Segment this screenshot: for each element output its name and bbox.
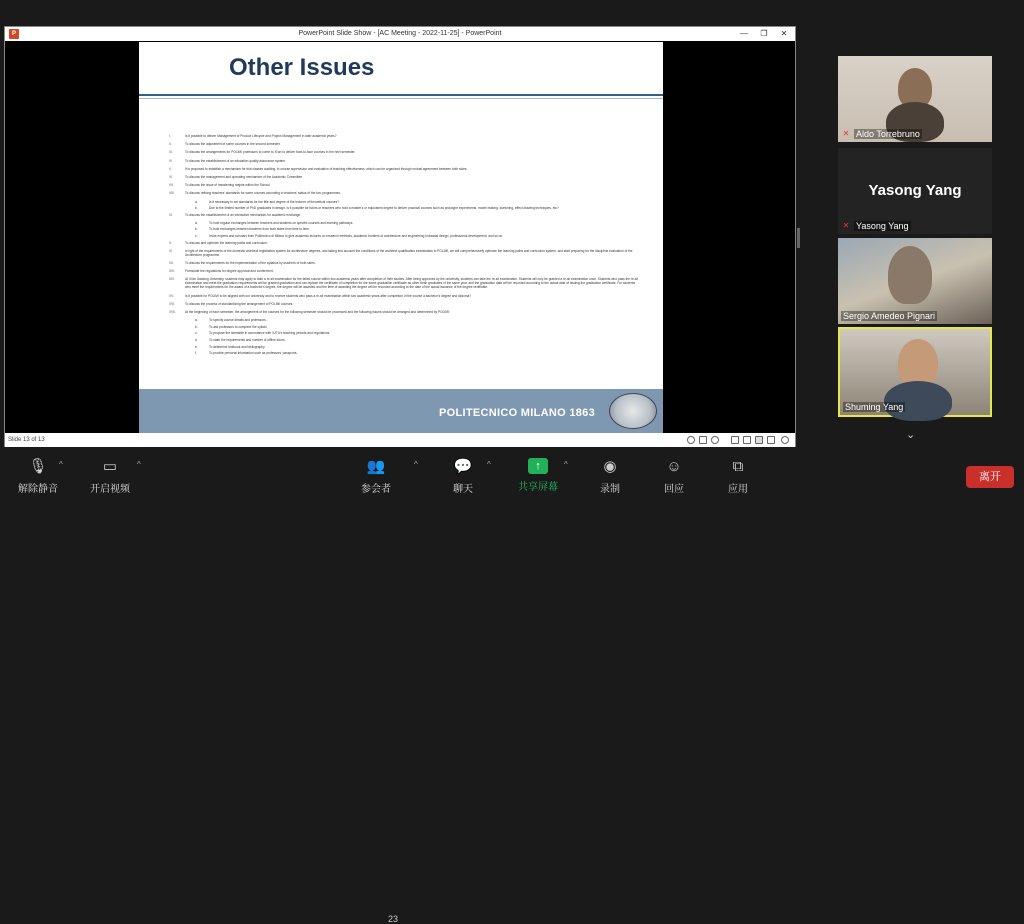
- list-item-text: Is it necessary to set standards for the title and degree of the lecturer of theoretical courses?: [209, 199, 340, 204]
- list-item-text: It is proposed to establish a mechanism for trial classes auditing, in-course supervision and evaluation of teaching effectiveness, which can be organized through mutual agreement between both sides.: [185, 166, 468, 171]
- participant-tile[interactable]: [838, 148, 992, 234]
- list-item-number: c.: [195, 331, 198, 336]
- list-item-number: f.: [195, 351, 197, 356]
- participant-video: [888, 246, 932, 304]
- list-item-number: XV.: [169, 293, 174, 298]
- sub-list-item: [169, 331, 639, 335]
- sub-list-item: [169, 221, 639, 225]
- share-options-caret[interactable]: ^: [564, 460, 568, 469]
- list-item-text: To discuss the adjustment of some courses in the second semester.: [185, 142, 281, 147]
- list-item-number: e.: [195, 344, 198, 349]
- sub-list-item: [169, 206, 639, 210]
- participants-button[interactable]: 👥 参会者: [346, 458, 406, 495]
- mic-muted-icon: ✕: [842, 129, 850, 138]
- list-item-number: X.: [169, 240, 173, 245]
- list-item: [169, 159, 639, 163]
- list-item-text: To determine textbook and bibliography.: [209, 344, 266, 349]
- slide: [139, 42, 663, 433]
- list-item-text: At Xi'an Jiaotong University, students may apply to take a re-sit examination for the failed course within two academic years after completion of their studies. After being approved by the university, students can take the re-sit examination. Students will only be granted a re-sit examination once. Students who pass the re-sit examination and meet the graduation requirements will be granted graduation and can replace the certificate of completion for the same graduation certificate as other fresh graduates of the same year, and the graduation date will be recorded according to the actual date of issuing the graduation certificate. For students who meet the requirements for the award of a bachelor's degree, the degree will be awarded and the time of awarding the degree will be recorded according to the date of the actual issuance of the degree certificate.: [185, 277, 638, 290]
- title-divider: [139, 94, 663, 96]
- list-item-number: IV.: [169, 158, 173, 163]
- next-slide-icon[interactable]: [711, 436, 719, 444]
- list-item-number: a.: [195, 199, 198, 204]
- issues-list: [169, 134, 639, 358]
- meeting-toolbar: [0, 452, 1024, 924]
- list-item: [169, 241, 639, 245]
- minimize-icon[interactable]: —: [740, 29, 748, 38]
- list-item-number: V.: [169, 166, 172, 171]
- chat-button[interactable]: 💬 聊天: [433, 458, 493, 495]
- share-screen-button[interactable]: ↑ 共享屏幕: [518, 460, 558, 493]
- list-item-number: XI.: [169, 248, 173, 253]
- mic-muted-icon: 🎙: [28, 458, 48, 475]
- list-item-number: VIII.: [169, 191, 175, 196]
- list-item-number: I.: [169, 134, 171, 138]
- list-item-text: To discuss the issue of transferring majors within the School.: [185, 183, 271, 188]
- record-button[interactable]: ◉ 录制: [580, 458, 640, 495]
- university-seal-icon: [609, 393, 657, 429]
- list-item-number: II.: [169, 142, 172, 147]
- apps-button[interactable]: ⧉ 应用: [708, 458, 768, 495]
- sub-list-item: [169, 227, 639, 231]
- list-item-number: IX.: [169, 212, 173, 217]
- list-item: [169, 167, 639, 171]
- zoom-icon[interactable]: [781, 436, 789, 444]
- slide-footer: [139, 389, 663, 433]
- participant-tile[interactable]: [838, 56, 992, 142]
- list-item-number: a.: [195, 220, 198, 225]
- sub-list-item: [169, 351, 639, 355]
- participant-display-name: Yasong Yang: [868, 182, 962, 199]
- reactions-icon: ☺: [666, 458, 682, 475]
- sub-list-item: [169, 338, 639, 342]
- list-item-text: To provide personal information such as professors' passports.: [209, 351, 298, 356]
- ppt-window-title: PowerPoint Slide Show - [AC Meeting - 2022-11-25] - PowerPoint: [298, 30, 502, 37]
- list-item-text: To discuss the management and operating mechanism of the Academic Committee.: [185, 174, 303, 179]
- list-item-number: b.: [195, 206, 198, 211]
- list-item-number: XIII.: [169, 269, 175, 274]
- list-item: [169, 191, 639, 195]
- list-item: [169, 134, 639, 138]
- list-item-text: To discuss and optimize the learning paths and curriculum.: [185, 240, 268, 245]
- record-icon: ◉: [603, 458, 617, 475]
- list-item-text: To ask professors to complete the syllabi.: [209, 324, 268, 329]
- leave-button[interactable]: 离开: [966, 466, 1014, 488]
- slide-sorter-icon[interactable]: [743, 436, 751, 444]
- reading-view-icon[interactable]: [755, 436, 763, 444]
- list-item: [169, 261, 639, 265]
- list-item: [169, 277, 639, 289]
- list-item: [169, 294, 639, 298]
- video-options-caret[interactable]: ^: [137, 460, 141, 469]
- reactions-button[interactable]: ☺ 回应: [644, 458, 704, 495]
- footer-brand: POLITECNICO MILANO 1863: [438, 407, 595, 419]
- list-item-text: To discuss the arrangements for POLIMI professors to come to Xi'an to deliver face-to-face courses in the next semester.: [185, 150, 356, 155]
- list-item-number: XVI.: [169, 301, 176, 306]
- list-item-number: b.: [195, 227, 198, 232]
- start-video-button[interactable]: ▭ 开启视频: [80, 458, 140, 495]
- list-item: [169, 302, 639, 306]
- list-item-text: To discuss the requirements for the implementation of the syllabus by teachers of both sides.: [185, 261, 316, 266]
- list-item-text: To specify course details and professors.: [209, 318, 267, 323]
- audio-options-caret[interactable]: ^: [59, 460, 63, 469]
- list-item: [169, 213, 639, 217]
- list-item-number: III.: [169, 150, 173, 155]
- prev-slide-icon[interactable]: [687, 436, 695, 444]
- participant-body: [884, 381, 952, 421]
- participant-name: Shuming Yang: [845, 402, 904, 412]
- unmute-button[interactable]: 🎙 解除静音: [8, 458, 68, 495]
- list-item-text: To hold exchanges between teachers from both sides from time to time.: [209, 227, 310, 232]
- slide-counter: Slide 13 of 13: [8, 437, 45, 443]
- participant-tile[interactable]: [838, 238, 992, 324]
- list-item-text: Formulate the regulations for degree approval and conferment.: [185, 269, 274, 274]
- title-divider-thin: [139, 98, 663, 99]
- chevron-down-icon[interactable]: ⌄: [906, 429, 916, 441]
- participants-options-caret[interactable]: ^: [414, 460, 418, 469]
- participants-icon: 👥: [366, 458, 386, 475]
- normal-view-icon[interactable]: [731, 436, 739, 444]
- sub-list-item: [169, 318, 639, 322]
- list-item: [169, 150, 639, 154]
- ppt-titlebar: [5, 27, 795, 41]
- powerpoint-window: [4, 26, 796, 447]
- close-icon[interactable]: ✕: [780, 29, 788, 38]
- list-item-number: a.: [195, 318, 198, 323]
- participants-count: 23: [388, 914, 399, 924]
- chat-options-caret[interactable]: ^: [487, 460, 491, 469]
- chat-icon: 💬: [453, 458, 473, 475]
- list-item-number: c.: [195, 234, 198, 239]
- panel-resize-handle[interactable]: [797, 228, 800, 248]
- list-item-text: In light of the requirements of the domestic architect registration system for architecture degrees, and taking into account the conditions of the architect qualification examination in POLIMI, we will comprehensively optimize the learning paths and curriculum system, and start preparing for the discipline evaluation of the Architecture programme.: [185, 248, 633, 257]
- mic-muted-icon: ✕: [842, 221, 850, 230]
- restore-icon[interactable]: ❐: [760, 29, 768, 38]
- list-item-text: To discuss refining teachers' standards for some courses according to teachers' status of the two programmes.: [185, 191, 341, 196]
- list-item-number: d.: [195, 337, 198, 342]
- participant-video: [898, 339, 938, 387]
- ppt-statusbar: [5, 433, 795, 447]
- list-item-number: b.: [195, 324, 198, 329]
- list-item-number: XII.: [169, 261, 174, 266]
- sub-list-item: [169, 325, 639, 329]
- participant-name: Sergio Amedeo Pignari: [843, 311, 936, 321]
- list-item-text: Is it possible to deliver Management of Product Lifecycle and Project Management in later academic years?: [185, 134, 337, 138]
- sub-list-item: [169, 200, 639, 204]
- list-item: [169, 175, 639, 179]
- list-item: [169, 142, 639, 146]
- list-item-text: Is it possible for POLIMI to be aligned with our university and to receive students who pass a re-sit examination within two academic years after completion of the course a bachelor's degree and diploma?: [185, 293, 472, 298]
- list-item-text: To state the requirements and number of offline tutors.: [209, 337, 286, 342]
- list-item-number: XIV.: [169, 277, 175, 282]
- list-item-text: To discuss the process of standardizing the arrangement of POLIMI courses.: [185, 301, 294, 306]
- participant-name: Aldo Torrebruno: [856, 129, 920, 139]
- participant-tile-active-speaker[interactable]: [838, 327, 992, 417]
- list-item-text: Invite experts and scholars from Politecnico di Milano to give academic lectures on research methods, academic frontiers of architecture and engineering industrial design, professional development, and so on.: [209, 234, 504, 239]
- list-item-number: XVII.: [169, 309, 176, 314]
- menu-icon[interactable]: [699, 436, 707, 444]
- list-item-text: To discuss the establishment of an interactive mechanism for academic exchange.: [185, 212, 302, 217]
- list-item-text: Due to the limited number of PhD graduates in design, is it possible for tutors or teachers who hold a master's or equivalent degree to deliver practical courses such as prototype experiments, model making, sketching, effect drawing techniques, etc?: [209, 206, 559, 211]
- share-screen-icon: ↑: [528, 458, 548, 474]
- list-item-number: VI.: [169, 174, 173, 179]
- list-item-text: To propose the timetable in accordance with XJTU's teaching periods and regulations.: [209, 331, 331, 336]
- list-item: [169, 310, 639, 314]
- list-item-text: To hold regular exchanges between teachers and students on specific courses and learning pathways.: [209, 220, 354, 225]
- sub-list-item: [169, 234, 639, 238]
- sub-list-item: [169, 345, 639, 349]
- list-item-number: VII.: [169, 183, 174, 188]
- list-item-text: To discuss the establishment of an education quality assurance system.: [185, 158, 286, 163]
- list-item: [169, 183, 639, 187]
- video-off-icon: ▭: [102, 458, 118, 475]
- list-item: [169, 269, 639, 273]
- participant-name: Yasong Yang: [856, 221, 909, 231]
- list-item-text: At the beginning of each semester, the arrangement of the courses for the following semester should be processed and the following issues should be arranged and determined by POLIMI:: [185, 309, 450, 314]
- apps-icon: ⧉: [732, 458, 744, 475]
- slide-title: Other Issues: [229, 54, 375, 81]
- powerpoint-icon: P: [9, 29, 19, 39]
- slideshow-view-icon[interactable]: [767, 436, 775, 444]
- list-item: [169, 249, 639, 257]
